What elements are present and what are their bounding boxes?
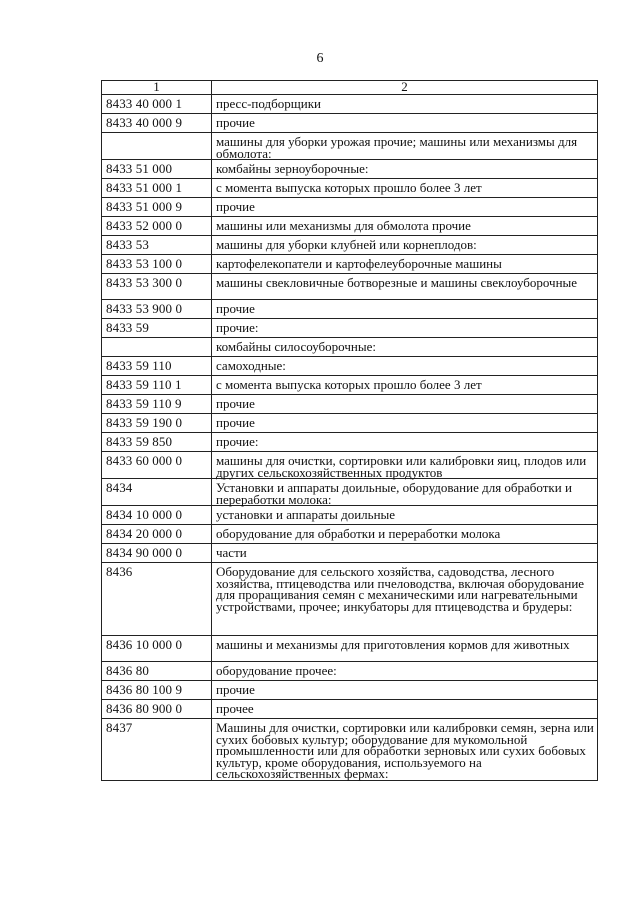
code-text: 8433 52 000 0 <box>106 218 183 233</box>
table-row <box>102 133 598 160</box>
code-cell <box>102 160 212 179</box>
code-cell <box>102 506 212 525</box>
description-cell <box>212 198 598 217</box>
code-cell <box>102 414 212 433</box>
table-row <box>102 274 598 300</box>
code-cell <box>102 236 212 255</box>
description-text: прочие <box>216 115 255 130</box>
table-row <box>102 395 598 414</box>
code-cell <box>102 479 212 506</box>
description-cell <box>212 357 598 376</box>
code-cell <box>102 636 212 662</box>
table-row <box>102 662 598 681</box>
description-cell <box>212 133 598 160</box>
code-text: 8433 53 300 0 <box>106 275 183 290</box>
description-text: машины и механизмы для приготовления кормов для животных <box>216 637 570 652</box>
code-text: 8436 10 000 0 <box>106 637 183 652</box>
description-text: прочие <box>216 199 255 214</box>
description-cell <box>212 563 598 636</box>
table-row <box>102 376 598 395</box>
table-row <box>102 563 598 636</box>
code-cell <box>102 544 212 563</box>
column-header-description: 2 <box>212 81 598 95</box>
description-cell <box>212 525 598 544</box>
description-cell <box>212 544 598 563</box>
table-row <box>102 300 598 319</box>
description-text: комбайны зерноуборочные: <box>216 161 369 176</box>
table-row <box>102 236 598 255</box>
table-row <box>102 217 598 236</box>
description-cell <box>212 114 598 133</box>
code-cell <box>102 681 212 700</box>
description-text: комбайны силосоуборочные: <box>216 339 376 354</box>
description-cell <box>212 179 598 198</box>
table-row <box>102 95 598 114</box>
description-cell <box>212 700 598 719</box>
description-text: прочие: <box>216 320 259 335</box>
code-text: 8433 51 000 1 <box>106 180 183 195</box>
description-cell <box>212 681 598 700</box>
table-row <box>102 357 598 376</box>
description-cell <box>212 300 598 319</box>
code-text: 8436 80 100 9 <box>106 682 183 697</box>
description-text: Машины для очистки, сортировки или калибровки семян, зерна или сухих бобовых культур; оборудование для мукомольной промышленности или для обработки зерновых или сухих бобовых культур, кроме оборудования, используемого на сельскохозяйственных фермах: <box>216 720 594 781</box>
code-text <box>106 338 211 341</box>
page-number: 6 <box>316 51 324 66</box>
description-cell <box>212 506 598 525</box>
code-text: 8434 <box>106 480 133 495</box>
description-cell <box>212 338 598 357</box>
code-text: 8436 80 <box>106 663 149 678</box>
description-text: машины для очистки, сортировки или калибровки яиц, плодов или других сельскохозяйственных продуктов <box>216 453 587 480</box>
code-cell <box>102 300 212 319</box>
description-text: Установки и аппараты доильные, оборудование для обработки и переработки молока: <box>216 480 572 507</box>
description-cell <box>212 414 598 433</box>
code-text <box>106 133 211 136</box>
code-text: 8433 60 000 0 <box>106 453 183 468</box>
code-cell <box>102 198 212 217</box>
code-cell <box>102 179 212 198</box>
code-text: 8433 51 000 9 <box>106 199 183 214</box>
code-text: 8433 53 <box>106 237 149 252</box>
tariff-code-table <box>101 80 598 781</box>
description-cell <box>212 160 598 179</box>
code-text: 8437 <box>106 720 133 735</box>
description-text: машины свекловичные ботворезные и машины свеклоуборочные <box>216 275 578 290</box>
description-text: части <box>216 545 247 560</box>
code-text: 8434 20 000 0 <box>106 526 183 541</box>
code-text: 8433 53 900 0 <box>106 301 183 316</box>
code-cell <box>102 217 212 236</box>
code-cell <box>102 357 212 376</box>
description-text: прочее <box>216 701 254 716</box>
code-text: 8433 51 000 <box>106 161 173 176</box>
table-row <box>102 544 598 563</box>
description-text: с момента выпуска которых прошло более 3 лет <box>216 377 482 392</box>
code-cell <box>102 319 212 338</box>
code-cell <box>102 395 212 414</box>
description-text: самоходные: <box>216 358 286 373</box>
table-row <box>102 160 598 179</box>
code-cell <box>102 525 212 544</box>
code-cell <box>102 719 212 781</box>
code-cell <box>102 563 212 636</box>
code-cell <box>102 133 212 160</box>
table-row <box>102 179 598 198</box>
description-text: пресс-подборщики <box>216 96 321 111</box>
description-cell <box>212 319 598 338</box>
code-cell <box>102 662 212 681</box>
description-text: картофелекопатели и картофелеуборочные машины <box>216 256 502 271</box>
table-row <box>102 338 598 357</box>
code-text: 8433 59 190 0 <box>106 415 183 430</box>
description-text: прочие <box>216 682 255 697</box>
description-cell <box>212 433 598 452</box>
table-row <box>102 525 598 544</box>
code-cell <box>102 700 212 719</box>
table-row <box>102 636 598 662</box>
table-row <box>102 433 598 452</box>
description-cell <box>212 719 598 781</box>
description-text: прочие <box>216 301 255 316</box>
table-row <box>102 681 598 700</box>
description-cell <box>212 636 598 662</box>
description-cell <box>212 255 598 274</box>
code-text: 8433 59 110 1 <box>106 377 182 392</box>
description-text: оборудование прочее: <box>216 663 337 678</box>
code-text: 8433 59 <box>106 320 149 335</box>
table-row <box>102 114 598 133</box>
code-cell <box>102 452 212 479</box>
table-row <box>102 255 598 274</box>
description-text: установки и аппараты доильные <box>216 507 396 522</box>
description-cell <box>212 395 598 414</box>
table-row <box>102 700 598 719</box>
table-row <box>102 414 598 433</box>
description-text: Оборудование для сельского хозяйства, садоводства, лесного хозяйства, птицеводства или пчеловодства, включая оборудование для проращивания семян с механическими или нагревательными устройствами, прочее; инкубаторы для птицеводства и брудеры: <box>216 564 585 614</box>
code-text: 8434 90 000 0 <box>106 545 183 560</box>
table-row <box>102 452 598 479</box>
code-cell <box>102 338 212 357</box>
description-text: с момента выпуска которых прошло более 3 лет <box>216 180 482 195</box>
code-text: 8433 40 000 9 <box>106 115 183 130</box>
column-header-code: 1 <box>102 81 212 95</box>
description-cell <box>212 662 598 681</box>
description-cell <box>212 95 598 114</box>
table-row <box>102 198 598 217</box>
description-cell <box>212 274 598 300</box>
description-text: прочие <box>216 396 255 411</box>
description-cell <box>212 236 598 255</box>
code-text: 8433 53 100 0 <box>106 256 183 271</box>
description-cell <box>212 217 598 236</box>
code-cell <box>102 376 212 395</box>
description-cell <box>212 376 598 395</box>
code-cell <box>102 255 212 274</box>
code-cell <box>102 95 212 114</box>
table-header-row <box>102 81 598 95</box>
code-text: 8433 59 110 9 <box>106 396 182 411</box>
code-text: 8433 59 850 <box>106 434 173 449</box>
code-text: 8436 80 900 0 <box>106 701 183 716</box>
description-text: машины для уборки клубней или корнеплодов: <box>216 237 477 252</box>
table-row <box>102 479 598 506</box>
description-text: прочие <box>216 415 255 430</box>
code-text: 8433 40 000 1 <box>106 96 183 111</box>
description-text: машины или механизмы для обмолота прочие <box>216 218 471 233</box>
code-text: 8433 59 110 <box>106 358 172 373</box>
description-text: прочие: <box>216 434 259 449</box>
table-row <box>102 506 598 525</box>
table-row <box>102 319 598 338</box>
code-cell <box>102 274 212 300</box>
code-cell <box>102 114 212 133</box>
code-cell <box>102 433 212 452</box>
code-text: 8436 <box>106 564 133 579</box>
table-row <box>102 719 598 781</box>
description-cell <box>212 452 598 479</box>
description-text: машины для уборки урожая прочие; машины или механизмы для обмолота: <box>216 134 578 161</box>
code-text: 8434 10 000 0 <box>106 507 183 522</box>
description-text: оборудование для обработки и переработки молока <box>216 526 501 541</box>
description-cell <box>212 479 598 506</box>
